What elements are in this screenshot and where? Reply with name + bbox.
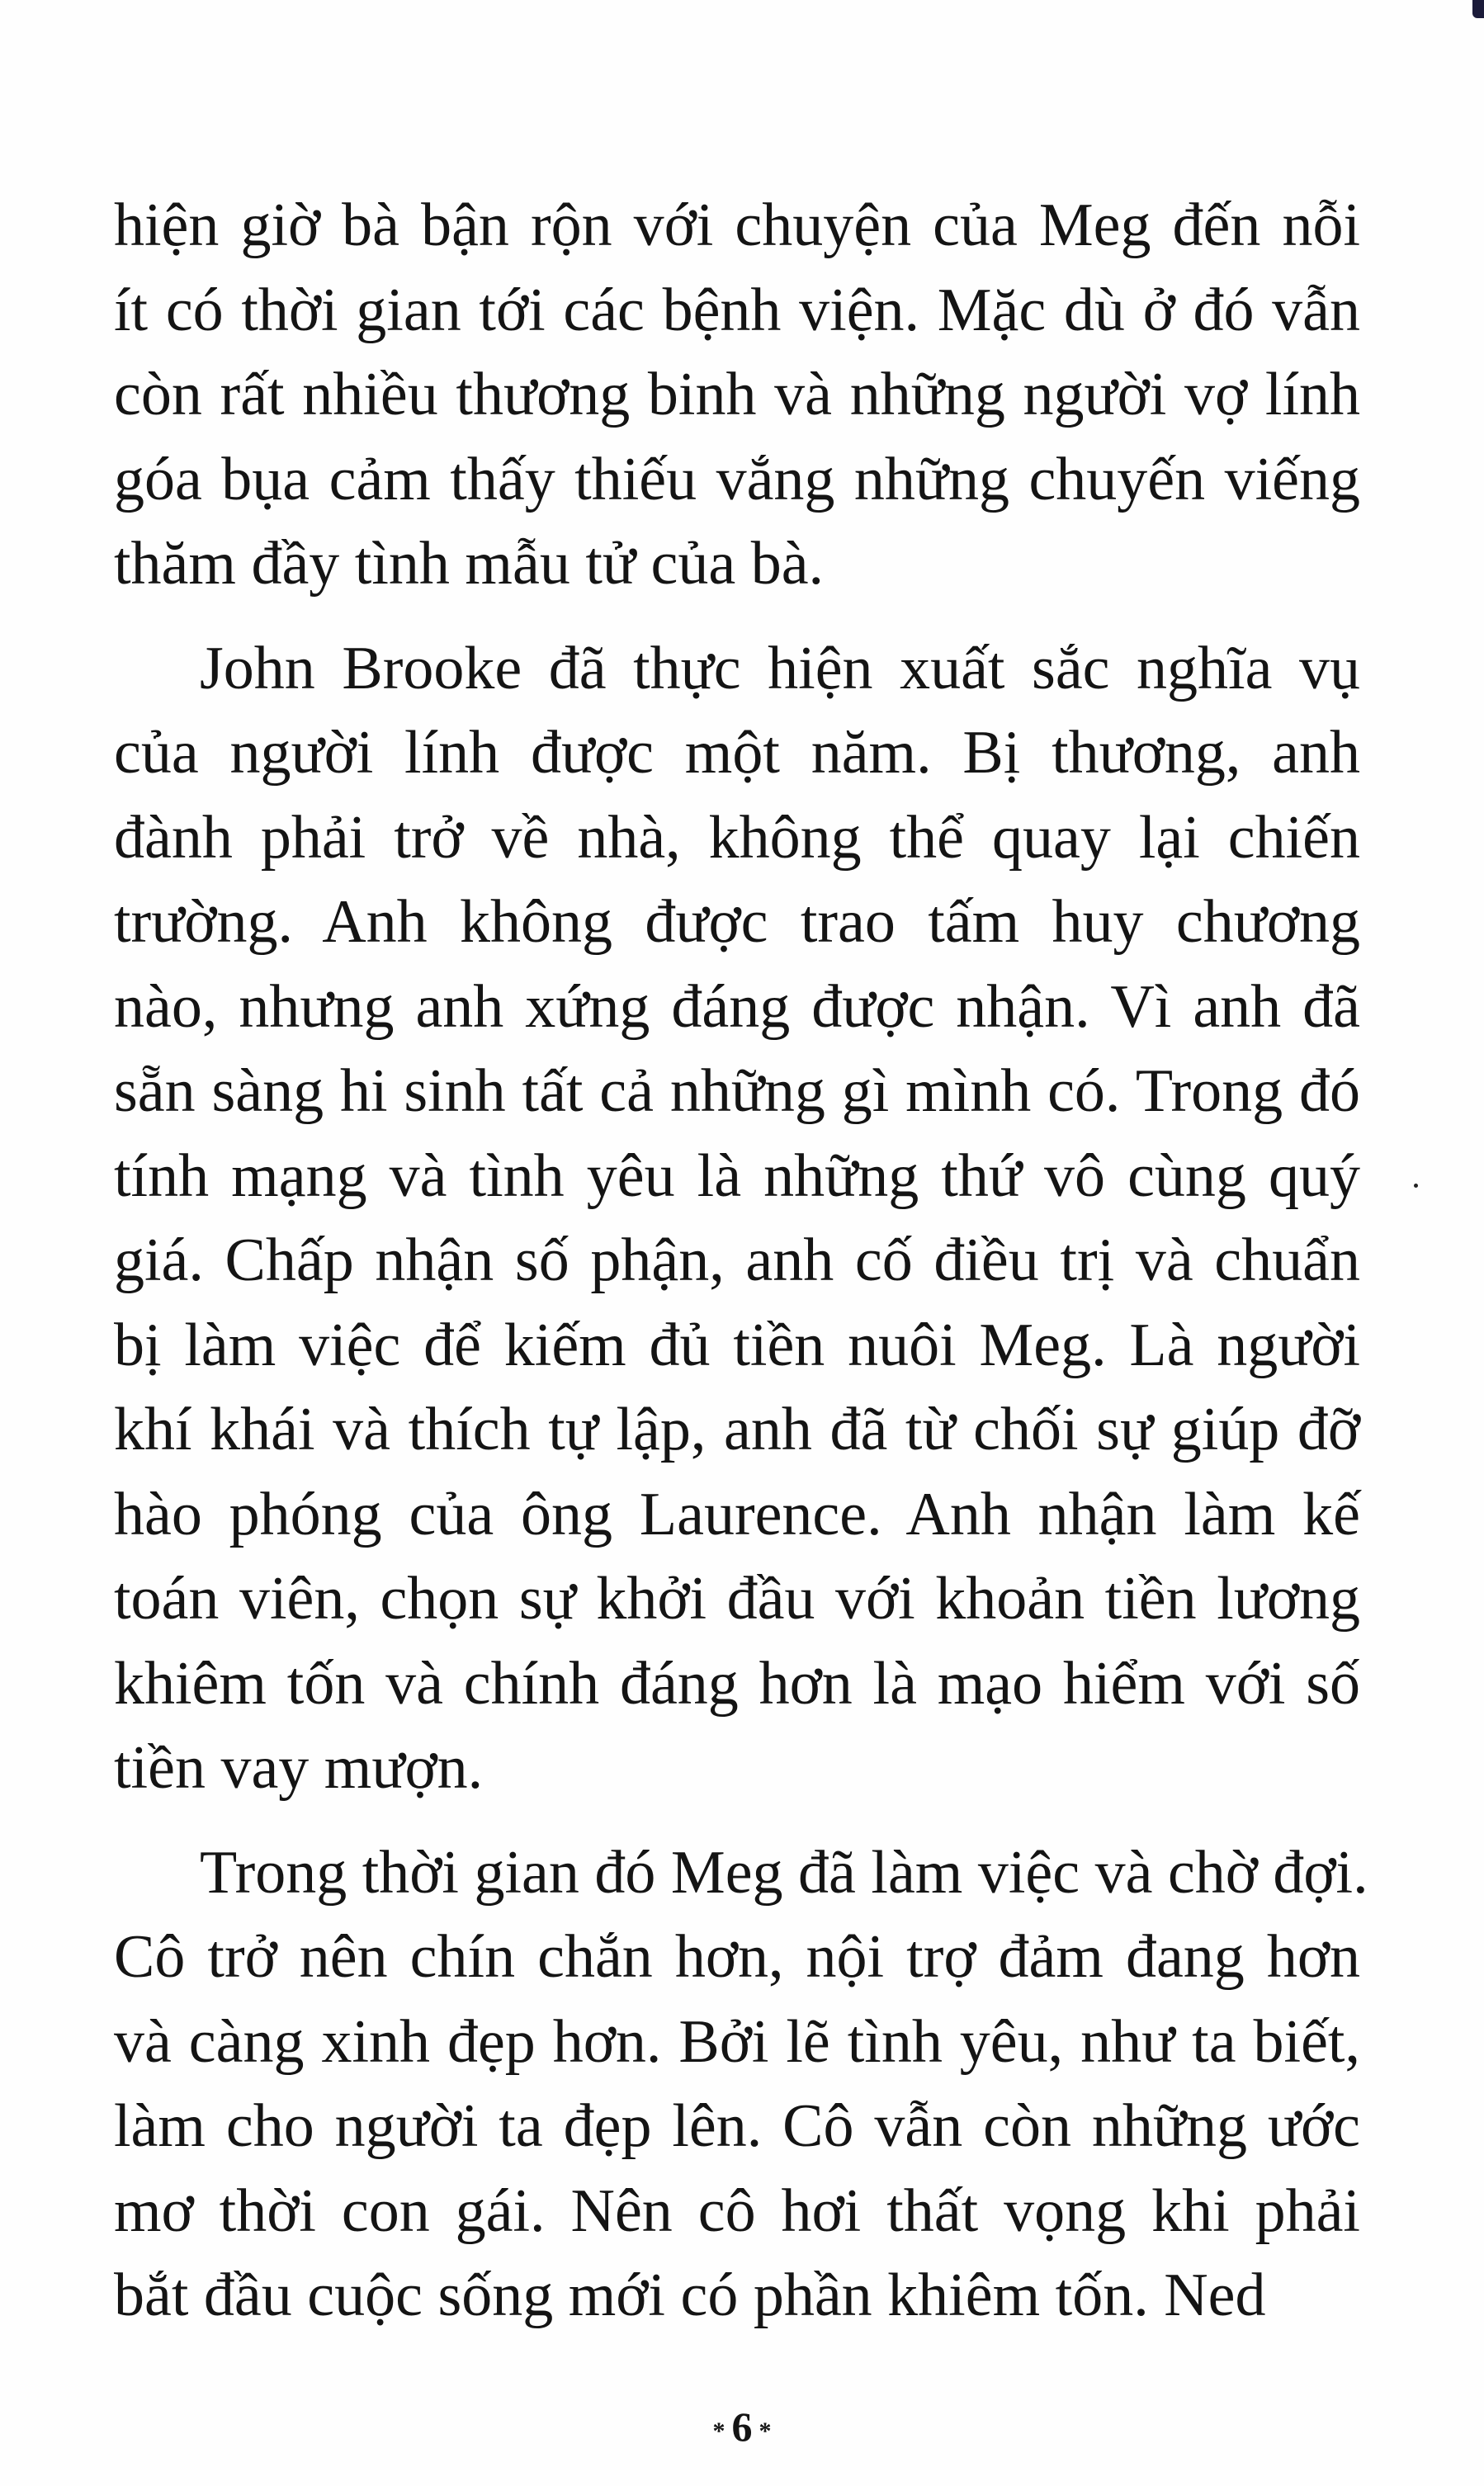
text-line: tính mạng và tình yêu là những thứ vô cùng quý <box>114 1141 1360 1210</box>
text-line: khiêm tốn và chính đáng hơn là mạo hiểm với số <box>114 1649 1360 1718</box>
paragraph <box>114 1831 1368 2338</box>
page-number <box>0 2402 1484 2456</box>
text-line: nào, nhưng anh xứng đáng được nhận. Vì anh đã <box>114 972 1360 1041</box>
text-line: trường. Anh không được trao tấm huy chương <box>114 888 1360 956</box>
paragraph <box>114 626 1360 1811</box>
text-line: góa bụa cảm thấy thiếu vắng những chuyến viếng <box>114 445 1360 513</box>
text-line: ít có thời gian tới các bệnh viện. Mặc dù ở đó vẫn <box>114 276 1360 344</box>
text-line: John Brooke đã thực hiện xuất sắc nghĩa vụ <box>200 634 1360 702</box>
text-line: toán viên, chọn sự khởi đầu với khoản tiền lương <box>114 1565 1360 1633</box>
text-line: hào phóng của ông Laurence. Anh nhận làm kế <box>114 1480 1360 1548</box>
text-line: làm cho người ta đẹp lên. Cô vẫn còn những ước <box>114 2092 1360 2160</box>
text-line: hiện giờ bà bận rộn với chuyện của Meg đến nỗi <box>114 191 1360 259</box>
text-line: Cô trở nên chín chắn hơn, nội trợ đảm đang hơn <box>114 1923 1360 1991</box>
text-line: bị làm việc để kiếm đủ tiền nuôi Meg. Là người <box>114 1311 1360 1379</box>
text-line: bắt đầu cuộc sống mới có phần khiêm tốn. Ned <box>114 2262 1266 2329</box>
text-line: và càng xinh đẹp hơn. Bởi lẽ tình yêu, như ta biết, <box>114 2007 1360 2076</box>
text-line: sẵn sàng hi sinh tất cả những gì mình có. Trong đó <box>114 1057 1360 1125</box>
text-line: giá. Chấp nhận số phận, anh cố điều trị và chuẩn <box>114 1226 1360 1294</box>
body-text <box>114 183 1368 2358</box>
text-line: thăm đầy tình mẫu tử của bà. <box>114 530 825 598</box>
corner-mark <box>1472 0 1484 18</box>
left-star-ornament: * <box>712 2417 725 2445</box>
text-line: đành phải trở về nhà, không thể quay lại chiến <box>114 803 1360 872</box>
text-line: của người lính được một năm. Bị thương, anh <box>114 719 1360 787</box>
text-line: tiền vay mượn. <box>114 1734 484 1802</box>
text-line: khí khái và thích tự lập, anh đã từ chối sự giúp đỡ <box>114 1396 1360 1463</box>
paragraph <box>114 183 1360 607</box>
right-star-ornament: * <box>759 2417 772 2445</box>
ink-speck <box>1414 1184 1418 1188</box>
text-line: Trong thời gian đó Meg đã làm việc và chờ đợi. <box>200 1838 1368 1907</box>
text-line: mơ thời con gái. Nên cô hơi thất vọng khi phải <box>114 2176 1360 2245</box>
page-number-value: 6 <box>731 2403 753 2450</box>
text-line: còn rất nhiều thương binh và những người vợ lính <box>114 361 1360 428</box>
